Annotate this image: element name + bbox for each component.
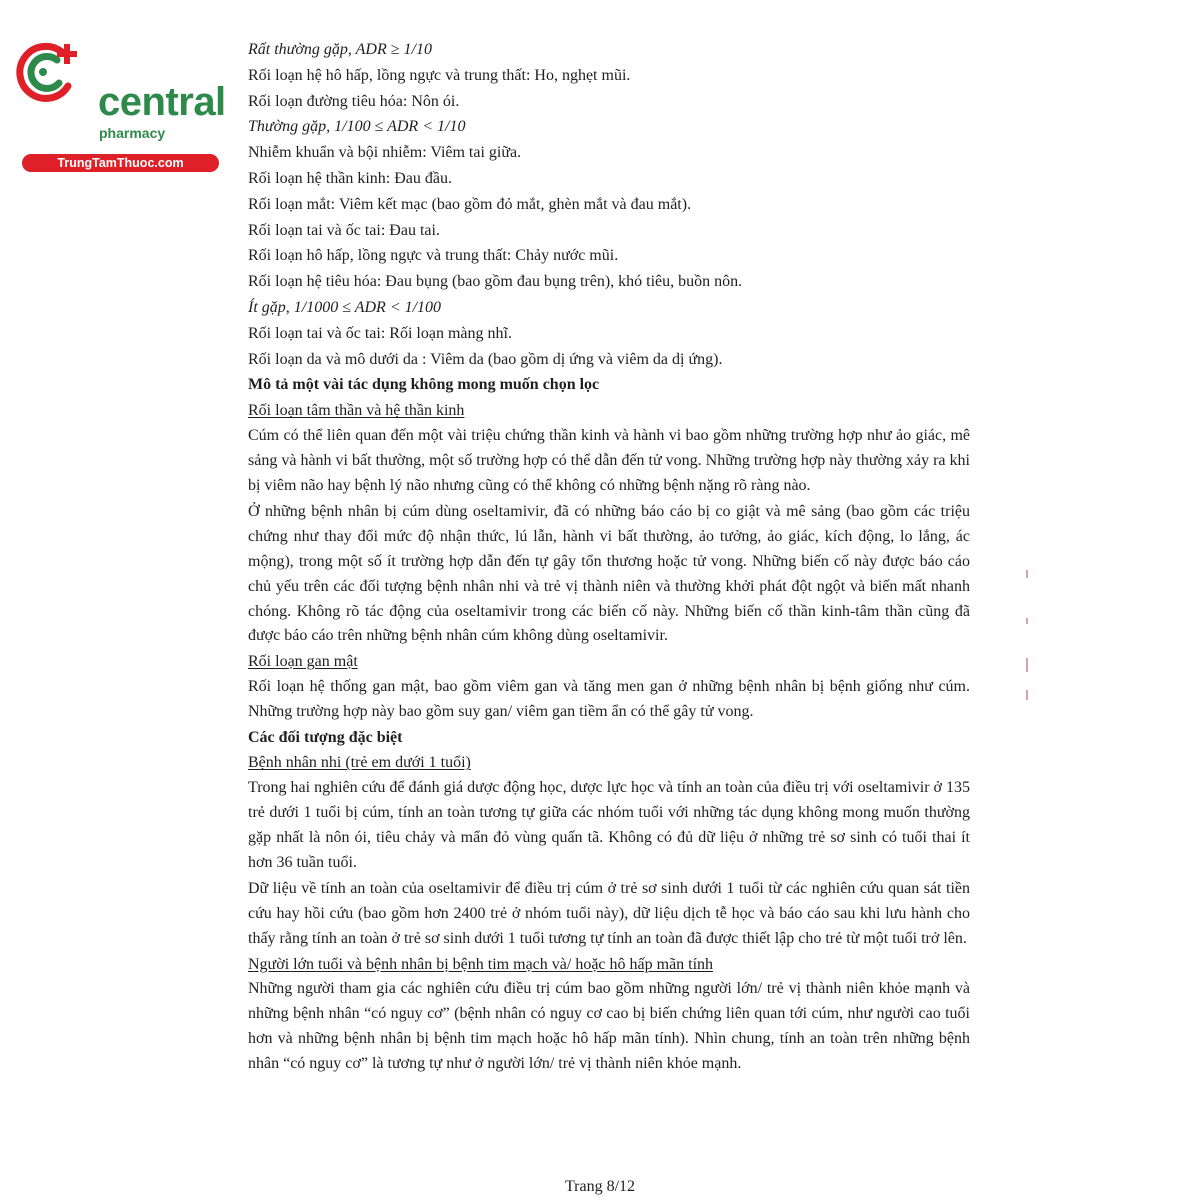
scan-edge-marks — [1024, 570, 1030, 730]
pharmacy-cross-logo-icon — [10, 36, 84, 110]
paragraph-psychiatric-2: Ở những bệnh nhân bị cúm dùng oseltamivir, đã có những báo cáo bị co giật và mê sảng (bao gồm các triệu chứng như thay đổi mức độ nhận thức, lú lẫn, hành vi bất thường, ảo tưởng, ảo giác, kích động, lo lắng, ác mộng), trong một số ít trường hợp dẫn đến tự gây tổn thương hoặc tử vong. Những biến cố này được báo cáo chủ yếu trên các đối tượng bệnh nhân nhi và trẻ vị thành niên và thường khởi phát đột ngột và biến mất nhanh chóng. Không rõ tác động của oseltamivir trong các biến cố này. Những biến cố thần kinh-tâm thần cũng đã được báo cáo trên những bệnh nhân cúm không dùng oseltamivir. — [248, 503, 970, 645]
category-very-common: Rất thường gặp, ADR ≥ 1/10 — [248, 41, 432, 58]
list-item: Nhiễm khuẩn và bội nhiễm: Viêm tai giữa. — [248, 144, 522, 162]
list-item: Rối loạn đường tiêu hóa: Nôn ói. — [248, 92, 460, 110]
page-number: Trang 8/12 — [564, 1178, 636, 1195]
brand-logo[interactable] — [10, 36, 226, 170]
paragraph-hepatobiliary: Rối loạn hệ thống gan mật, bao gồm viêm gan và tăng men gan ở những bệnh nhân bị bệnh giống như cúm. Những trường hợp này bao gồm suy gan/ viêm gan tiềm ẩn có thể gây tử vong. — [248, 677, 970, 720]
category-uncommon: Ít gặp, 1/1000 ≤ ADR < 1/100 — [248, 298, 442, 316]
subheading-elderly-chronic: Người lớn tuổi và bệnh nhân bị bệnh tim mạch và/ hoặc hô hấp mãn tính — [248, 955, 714, 973]
list-item: Rối loạn hệ tiêu hóa: Đau bụng (bao gồm đau bụng trên), khó tiêu, buồn nôn. — [248, 273, 743, 291]
subheading-pediatric: Bệnh nhân nhi (trẻ em dưới 1 tuổi) — [248, 754, 471, 772]
paragraph-pediatric-1: Trong hai nghiên cứu để đánh giá dược động học, dược lực học và tính an toàn của điều trị với oseltamivir ở 135 trẻ dưới 1 tuổi bị cúm, tính an toàn tương tự giữa các nhóm tuổi với những tác dụng không mong muốn thường gặp nhất là nôn ói, tiêu chảy và mẩn đỏ vùng quấn tã. Không có đủ dữ liệu ở những trẻ sơ sinh có tuổi thai ít hơn 36 tuần tuổi. — [248, 779, 971, 871]
document-body — [248, 37, 970, 1077]
subheading-hepatobiliary: Rối loạn gan mật — [248, 653, 358, 671]
list-item: Rối loạn hô hấp, lồng ngực và trung thất: Chảy nước mũi. — [248, 247, 619, 265]
list-item: Rối loạn da và mô dưới da : Viêm da (bao gồm dị ứng và viêm da dị ứng). — [248, 350, 723, 368]
brand-subtitle: pharmacy — [99, 125, 166, 141]
list-item: Rối loạn tai và ốc tai: Rối loạn màng nhĩ. — [248, 324, 512, 342]
subheading-psychiatric: Rối loạn tâm thần và hệ thần kinh — [248, 402, 465, 420]
brand-name: central — [98, 80, 226, 124]
paragraph-psychiatric-1: Cúm có thể liên quan đến một vài triệu chứng thần kinh và hành vi bao gồm những trường hợp như ảo giác, mê sảng và hành vi bất thường, một số trường hợp có thể dẫn đến tử vong. Những trường hợp này thường xảy ra khi bị viêm não hay bệnh lý não nhưng cũng có thể không có những bệnh nặng rõ ràng nào. — [248, 426, 970, 494]
list-item: Rối loạn hệ hô hấp, lồng ngực và trung thất: Ho, nghẹt mũi. — [248, 66, 631, 84]
paragraph-pediatric-2: Dữ liệu về tính an toàn của oseltamivir để điều trị cúm ở trẻ sơ sinh dưới 1 tuổi từ các nghiên cứu quan sát tiền cứu hay hồi cứu (bao gồm hơn 2400 trẻ ở nhóm tuổi này), dữ liệu dịch tễ học và báo cáo sau khi lưu hành cho thấy rằng tính an toàn ở trẻ sơ sinh dưới 1 tuổi tương tự tính an toàn đã được thiết lập cho trẻ từ một tuổi trở lên. — [248, 880, 970, 947]
list-item: Rối loạn tai và ốc tai: Đau tai. — [248, 221, 440, 239]
category-common: Thường gặp, 1/100 ≤ ADR < 1/10 — [248, 118, 466, 136]
section-heading-selected-effects: Mô tả một vài tác dụng không mong muốn chọn lọc — [248, 376, 600, 394]
section-heading-special-populations: Các đối tượng đặc biệt — [248, 728, 403, 746]
brand-url-badge[interactable]: TrungTamThuoc.com — [22, 154, 219, 172]
list-item: Rối loạn hệ thần kinh: Đau đầu. — [248, 169, 452, 187]
list-item: Rối loạn mắt: Viêm kết mạc (bao gồm đỏ mắt, ghèn mắt và đau mắt). — [248, 195, 692, 213]
paragraph-elderly-chronic: Những người tham gia các nghiên cứu điều trị cúm bao gồm những người lớn/ trẻ vị thành niên khỏe mạnh và những bệnh nhân “có nguy cơ” (bệnh nhân có nguy cơ cao bị biến chứng liên quan tới cúm, như người cao tuổi hơn và những bệnh nhân bị bệnh tim mạch hoặc hô hấp mãn tính). Nhìn chung, tính an toàn trên những bệnh nhân “có nguy cơ” là tương tự như ở người lớn/ trẻ vị thành niên khỏe mạnh. — [248, 980, 970, 1072]
